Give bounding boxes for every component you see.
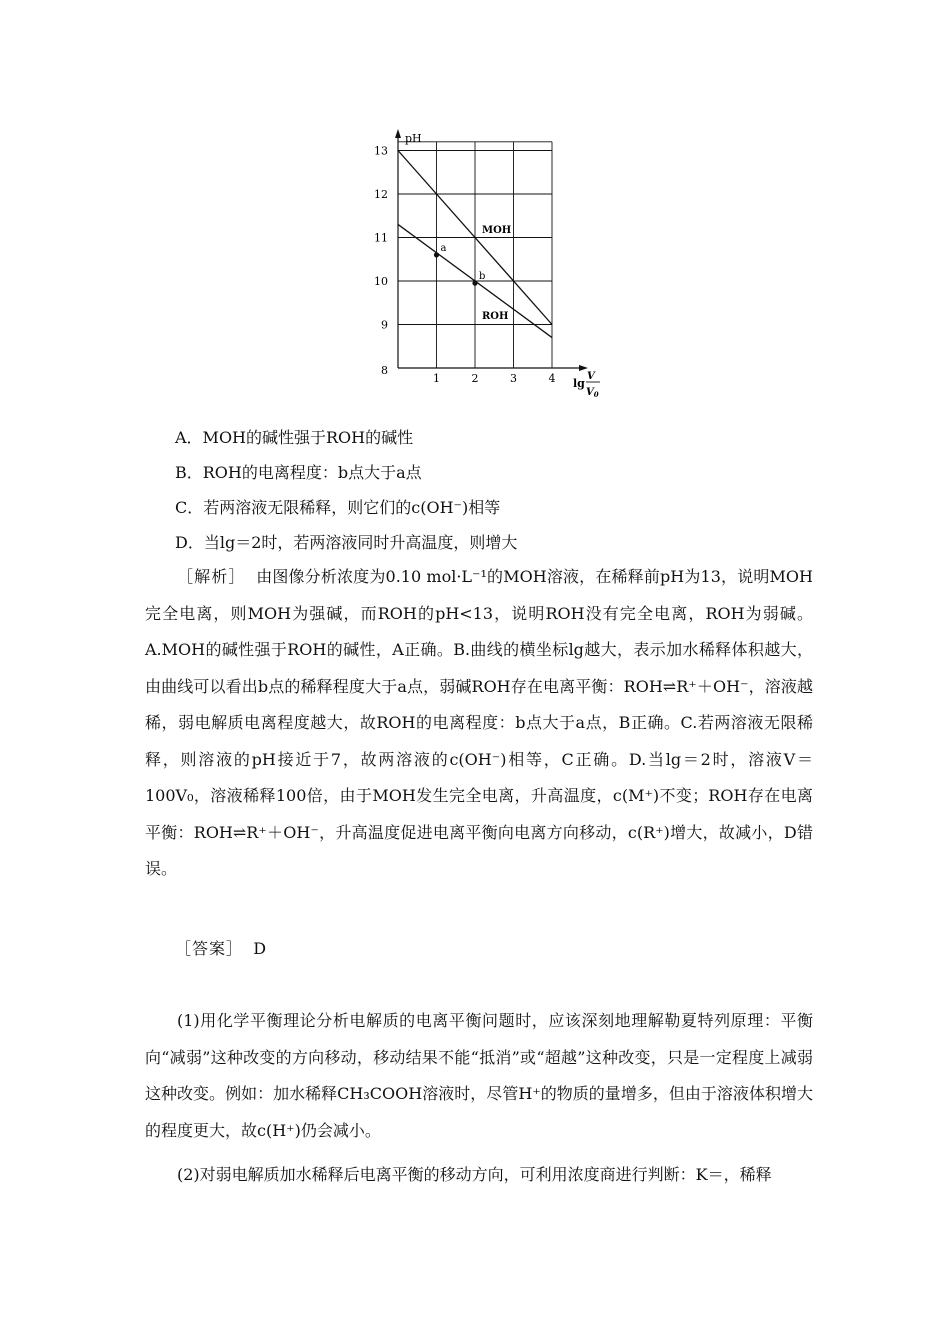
y-axis-arrow bbox=[395, 129, 401, 138]
x-tick-label: 3 bbox=[510, 372, 517, 385]
analysis-text: 由图像分析浓度为0.10 mol·L⁻¹的MOH溶液，在稀释前pH为13，说明MOH完全电离，则MOH为强碱，而ROH的pH<13，说明ROH没有完全电离，ROH为弱碱。A.MOH的碱性强于ROH的碱性，A正确。B.曲线的横坐标lg越大，表示加水稀释体积越大，由曲线可以看出b点的稀释程度大于a点，弱碱ROH存在电离平衡：ROH⇌R⁺＋OH⁻，溶液越稀，弱电解质电离程度越大，故ROH的电离程度：b点大于a点，B正确。C.若两溶液无限稀释，则溶液的pH接近于7，故两溶液的c(OH⁻)相等，C正确。D.当lg＝2时，溶液V＝100V₀，溶液稀释100倍，由于MOH发生完全电离，升高温度，c(M⁺)不变；ROH存在电离平衡：ROH⇌R⁺＋OH⁻，升高温度促进电离平衡向电离方向移动，c(R⁺)增大，故减小，D错误。 bbox=[145, 567, 813, 878]
option-b: B．ROH的电离程度：b点大于a点 bbox=[175, 463, 422, 482]
x-tick-label: 2 bbox=[471, 372, 479, 385]
y-axis-label: pH bbox=[405, 132, 422, 145]
x-tick-label: 1 bbox=[433, 372, 440, 385]
point-b bbox=[472, 281, 477, 286]
x-tick-label: 4 bbox=[548, 372, 556, 385]
option-a: A．MOH的碱性强于ROH的碱性 bbox=[175, 428, 414, 447]
x-axis-label-denominator-sub: 0 bbox=[593, 390, 599, 399]
answer-line bbox=[175, 936, 266, 959]
x-axis-label-prefix: lg bbox=[573, 377, 585, 390]
point-label-b: b bbox=[479, 271, 486, 283]
y-tick-label: 10 bbox=[374, 275, 388, 288]
analysis-paragraph bbox=[145, 559, 813, 888]
option-d: D．当lg＝2时，若两溶液同时升高温度，则增大 bbox=[175, 533, 518, 552]
y-tick-label: 12 bbox=[374, 188, 388, 201]
answer-value: D bbox=[253, 939, 267, 958]
series-label-moh: MOH bbox=[482, 225, 512, 236]
y-tick-label: 13 bbox=[374, 144, 388, 158]
chart-svg bbox=[360, 125, 610, 410]
answer-tag: ［答案］ bbox=[175, 939, 244, 958]
x-axis-label-denominator-v: V bbox=[586, 387, 594, 398]
y-tick-label: 8 bbox=[381, 364, 388, 377]
analysis-tag: ［解析］ bbox=[177, 567, 246, 586]
note-paragraph-1 bbox=[145, 1003, 813, 1149]
ph-dilution-chart bbox=[360, 125, 610, 410]
note-2-text: (2)对弱电解质加水稀释后电离平衡的移动方向，可利用浓度商进行判断：K＝，稀释 bbox=[177, 1165, 772, 1184]
x-axis-label-numerator: V bbox=[587, 371, 595, 382]
option-c: C．若两溶液无限稀释，则它们的c(OH⁻)相等 bbox=[175, 498, 501, 517]
y-tick-label: 9 bbox=[381, 318, 388, 332]
note-paragraph-2 bbox=[145, 1157, 813, 1194]
point-label-a: a bbox=[440, 242, 447, 254]
y-tick-label: 11 bbox=[374, 231, 388, 245]
point-a bbox=[434, 252, 439, 257]
note-1-text: (1)用化学平衡理论分析电解质的电离平衡问题时，应该深刻地理解勒夏特列原理：平衡向“减弱”这种改变的方向移动，移动结果不能“抵消”或“超越”这种改变，只是一定程度上减弱这种改变。例如：加水稀释CH₃COOH溶液时，尽管H⁺的物质的量增多，但由于溶液体积增大的程度更大，故c(H⁺)仍会减小。 bbox=[145, 1011, 813, 1140]
series-label-roh: ROH bbox=[482, 311, 509, 322]
x-axis-label-denominator bbox=[586, 387, 599, 399]
